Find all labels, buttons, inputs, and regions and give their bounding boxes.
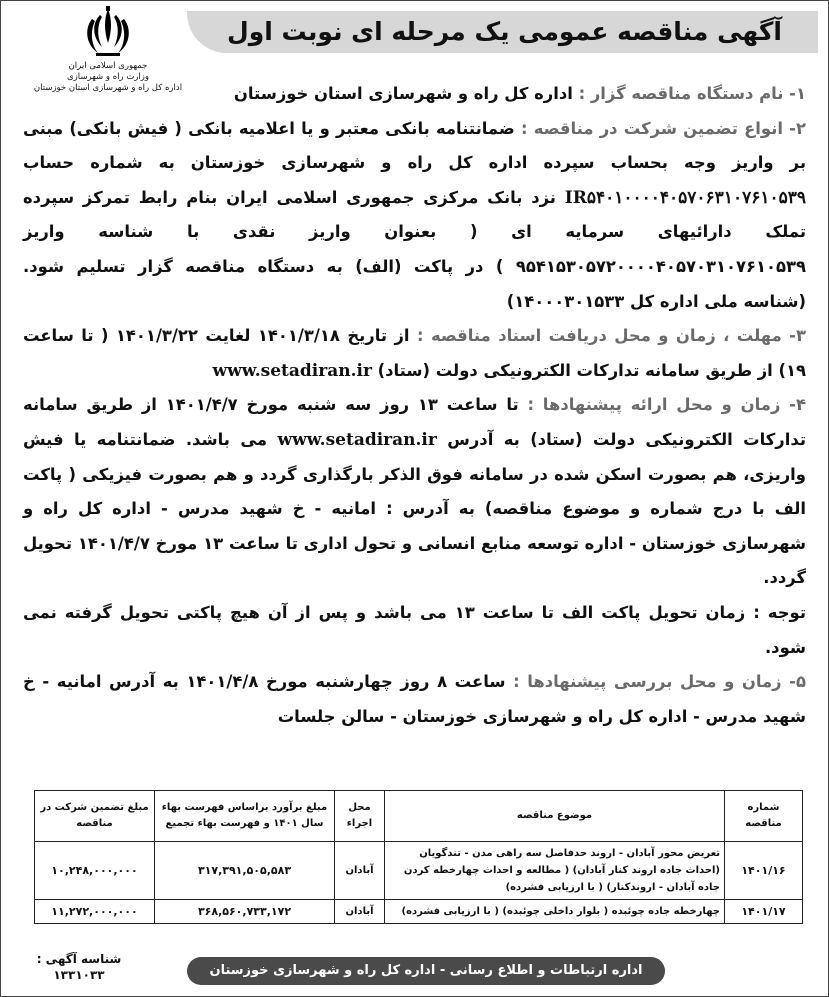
iran-emblem-icon	[82, 5, 134, 61]
account-number: IR۵۴۰۱۰۰۰۰۴۰۵۷۰۶۳۱۰۷۶۱۰۵۳۹	[564, 187, 806, 208]
cell-guarantee: ۱۰,۲۴۸,۰۰۰,۰۰۰	[35, 842, 155, 900]
notice-body	[23, 77, 806, 734]
section-5-label: ۵- زمان و محل بررسی پیشنهادها :	[513, 672, 807, 692]
cell-number: ۱۴۰۱/۱۷	[725, 900, 803, 924]
cell-subject: تعریض محور آبادان - اروند حدفاصل سه راهی مدن - تندگویان (احداث جاده اروند کنار آبادان) ( مطالعه و احداث چهارخطه کردن جاده آبادان - اروندکنار) ( با ارزیابی فشرده)	[385, 842, 725, 900]
cell-location: آبادان	[335, 900, 385, 924]
footer-bar: اداره ارتباطات و اطلاع رسانی - اداره کل راه و شهرسازی خوزستان	[187, 957, 665, 985]
cell-location: آبادان	[335, 842, 385, 900]
section-3	[23, 319, 806, 388]
section-2-text-b: نزد بانک مرکزی جمهوری اسلامی ایران بنام رابط تمرکز سپرده تملک دارائیهای سرمایه ای ( بعنوان واریز نقدی با شناسه واریز ۹۵۴۱۵۳۰۵۷۲۰۰۰۰۴۰۵۷۰۳۱۰۷۶۱۰۵۳۹ ) در پاکت (الف) به دستگاه مناقصه گزار تسلیم شود. (شناسه ملی اداره کل ۱۴۰۰۰۳۰۱۵۳۳)	[23, 187, 806, 311]
section-1	[23, 77, 806, 112]
ad-id-label: شناسه آگهی :	[36, 952, 122, 966]
header-subject: موضوع مناقصه	[385, 791, 725, 842]
org-line-office: اداره کل راه و شهرسازی استان خوزستان	[33, 83, 183, 93]
table-row	[35, 842, 803, 900]
section-2	[23, 112, 806, 320]
note: توجه : زمان تحویل پاکت الف تا ساعت ۱۳ می باشد و پس از آن هیچ پاکتی تحویل گرفته نمی شود.	[23, 602, 806, 657]
section-1-text: اداره کل راه و شهرسازی استان خوزستان	[233, 84, 573, 103]
cell-estimate: ۳۱۷,۳۹۱,۵۰۵,۵۸۳	[155, 842, 335, 900]
section-4	[23, 388, 806, 596]
section-4-text-a: تا ساعت ۱۳ روز سه شنبه مورخ ۱۴۰۱/۴/۷ از طریق سامانه تدارکات الکترونیکی دولت (ستاد) به آدرس	[23, 395, 806, 449]
cell-estimate: ۳۶۸,۵۶۰,۷۳۳,۱۷۲	[155, 900, 335, 924]
org-line-ministry: وزارت راه و شهرسازی	[66, 72, 149, 82]
section-2-label: ۲- انواع تضمین شرکت در مناقصه :	[520, 118, 806, 138]
section-3-label: ۳- مهلت ، زمان و محل دریافت اسناد مناقصه :	[416, 326, 807, 346]
ad-id	[29, 951, 129, 983]
header-estimate: مبلغ برآورد براساس فهرست بهاء سال ۱۴۰۱ و فهرست بهاء تجمیع	[155, 791, 335, 842]
section-1-label: ۱- نام دستگاه مناقصه گزار :	[578, 84, 806, 103]
section-2-text-a: ضمانتنامه بانکی معتبر و یا اعلامیه بانکی ( فیش بانکی) مبنی بر واریز وجه بحساب سپرده اداره کل راه و شهرسازی خوزستان به شماره حساب	[23, 118, 806, 173]
header-location: محل اجراء	[335, 791, 385, 842]
table-row	[35, 900, 803, 924]
section-5	[23, 665, 806, 734]
setadiran-link[interactable]: www.setadiran.ir	[212, 360, 372, 381]
page-title: آگهی مناقصه عمومی یک مرحله ای نوبت اول	[187, 11, 818, 53]
section-3-text: از تاریخ ۱۴۰۱/۳/۱۸ لغایت ۱۴۰۱/۳/۲۲ ( تا ساعت ۱۹) از طریق سامانه تدارکات الکترونیکی دولت (ستاد)	[23, 326, 806, 380]
tenders-table	[34, 790, 803, 924]
section-4-text-b: می باشد. ضمانتنامه یا فیش واریزی، هم بصورت اسکن شده در سامانه فوق الذکر بارگذاری گردد و هم بصورت فیزیکی ( پاکت الف با درج شماره و موضوع مناقصه) به آدرس : امانیه - خ شهید مدرس - اداره کل راه و شهرسازی خوزستان - اداره توسعه منابع انسانی و تحول اداری تا ساعت ۱۳ مورخ ۱۴۰۱/۴/۷ تحویل گردد.	[23, 429, 807, 588]
section-5-text: ساعت ۸ روز چهارشنبه مورخ ۱۴۰۱/۴/۸ به آدرس امانیه - خ شهید مدرس - اداره کل راه و شهرسازی خوزستان - سالن جلسات	[23, 672, 806, 726]
section-4-label: ۴- زمان و محل ارائه پیشنهادها :	[527, 395, 806, 415]
cell-subject: چهارخطه جاده چوئبده ( بلوار داخلی چوئبده) ( با ارزیابی فشرده)	[385, 900, 725, 924]
table-header-row	[35, 791, 803, 842]
org-line-country: جمهوری اسلامی ایران	[68, 61, 148, 71]
cell-guarantee: ۱۱,۲۷۲,۰۰۰,۰۰۰	[35, 900, 155, 924]
header-guarantee: مبلغ تضمین شرکت در مناقصه	[35, 791, 155, 842]
ad-id-value: ۱۳۳۱۰۳۳	[53, 968, 105, 982]
cell-number: ۱۴۰۱/۱۶	[725, 842, 803, 900]
setadiran-link-2[interactable]: www.setadiran.ir	[277, 429, 437, 450]
header-number: شماره مناقصه	[725, 791, 803, 842]
